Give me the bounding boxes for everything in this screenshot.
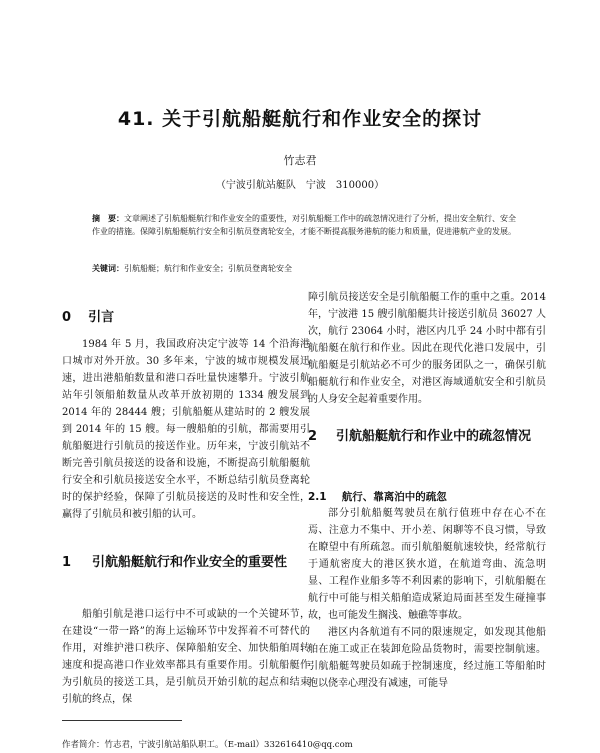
section-2-1-heading (308, 485, 546, 504)
right-column-body (308, 505, 546, 692)
section-2-1-paragraph-2: 港区内各航道有不同的限速规定，如发现其他船舶在施工或正在装卸危险品货物时，需要控制航速。引航船艇驾驶员如疏于控制速度，经过施工等船舶时抱以侥幸心理没有减速，可能导 (308, 627, 546, 689)
abstract-label: 摘 要： (92, 213, 124, 223)
left-column-intro (62, 336, 310, 523)
keywords-label: 关键词： (92, 263, 124, 273)
keywords-text: 引航船艇；航行和作业安全；引航员登离轮安全 (124, 264, 292, 273)
affiliation: （宁波引航站艇队 宁波 310000） (215, 180, 385, 191)
author-name: 竹志君 (283, 154, 317, 167)
section-0-title: 引言 (88, 310, 115, 325)
intro-paragraph: 1984 年 5 月，我国政府决定宁波等 14 个沿海港口城市对外开放。30 多年来，宁波的城市规模发展迅速，进出港船舶数量和港口吞吐量快速攀升。宁波引航站年引领船舶数量从改革开放初期的 1334 艘发展到 2014 年的 28444 艘；引航船艇从建站时的 2 艘发展到 2014 年的 15 艘。每一艘船舶的引航，都需要用引航船艇进行引航员的接送作业。历年来，宁波引航站不断完善引航员接送的设备和设施，不断提高引航船艇航行安全和引航员接送安全水平，不断总结引航员登离轮时的保护经验，保障了引航员接送的及时性和安全性，赢得了引航员和被引船的认可。 (62, 339, 310, 520)
section-0-number: 0 (62, 310, 72, 325)
right-column-top (308, 289, 546, 408)
section-1-title: 引航船艇航行和作业安全的重要性 (92, 555, 288, 570)
footnote-rule (62, 720, 182, 721)
section-2-number: 2 (308, 429, 318, 444)
abstract (92, 212, 518, 238)
paper-title: 41. 关于引航船艇航行和作业安全的探讨 (117, 108, 483, 130)
section-1-heading (62, 552, 310, 574)
section-0-heading (62, 306, 310, 329)
section-2-heading (308, 426, 546, 448)
keywords (92, 262, 518, 275)
section-2-1-paragraph-1: 部分引航船艇驾驶员在航行值班中存在心不在焉、注意力不集中、开小差、闲聊等不良习惯，导致在瞭望中有所疏忽。而引航船艇航速较快，经常航行于通航密度大的港区狭水道，在航道弯曲、流急明显、工程作业船多等不利因素的影响下，引航船艇在航行中可能与相关船舶造成紧迫局面甚至发生碰撞事故，也可能发生搁浅、触礁等事故。 (308, 508, 546, 621)
section-1-number: 1 (62, 555, 72, 570)
section-2-1-title: 航行、靠离泊中的疏忽 (341, 491, 447, 503)
section-2-1-number: 2.1 (308, 491, 327, 503)
abstract-text: 文章阐述了引航船艇航行和作业安全的重要性，对引航船艇工作中的疏忽情况进行了分析，提出安全航行、安全作业的措施。保障引航船艇航行安全和引航员登离轮安全，才能不断提高服务港航的能力和质量，促进港航产业的发展。 (92, 214, 516, 236)
section-1-paragraph: 船舶引航是港口运行中不可或缺的一个关键环节，在建设“一带一路”的海上运输环节中发挥着不可替代的作用，对维护港口秩序、保障船舶安全、加快船舶周转速度和提高港口作业效率都具有重要作用。引航船艇作为引航员的接送工具，是引航员开始引航的起点和结束引航的终点，保 (62, 609, 310, 705)
left-column-body (62, 606, 310, 708)
section-2-title: 引航船艇航行和作业中的疏忽情况 (336, 429, 532, 444)
author-footnote: 作者简介：竹志君，宁波引航站船队职工。（E-mail）332616410@qq.com (62, 740, 353, 750)
continued-paragraph: 障引航员接送安全是引航船艇工作的重中之重。2014 年，宁波港 15 艘引航船艇共计接送引航员 36027 人次，航行 23064 小时，港区内几乎 24 小时中都有引航船艇在航行和作业。因此在现代化港口发展中，引航船艇是引航站必不可少的服务团队之一，确保引航船艇航行和作业安全，对港区海域通航安全和引航员的人身安全起着重要作用。 (308, 292, 546, 405)
